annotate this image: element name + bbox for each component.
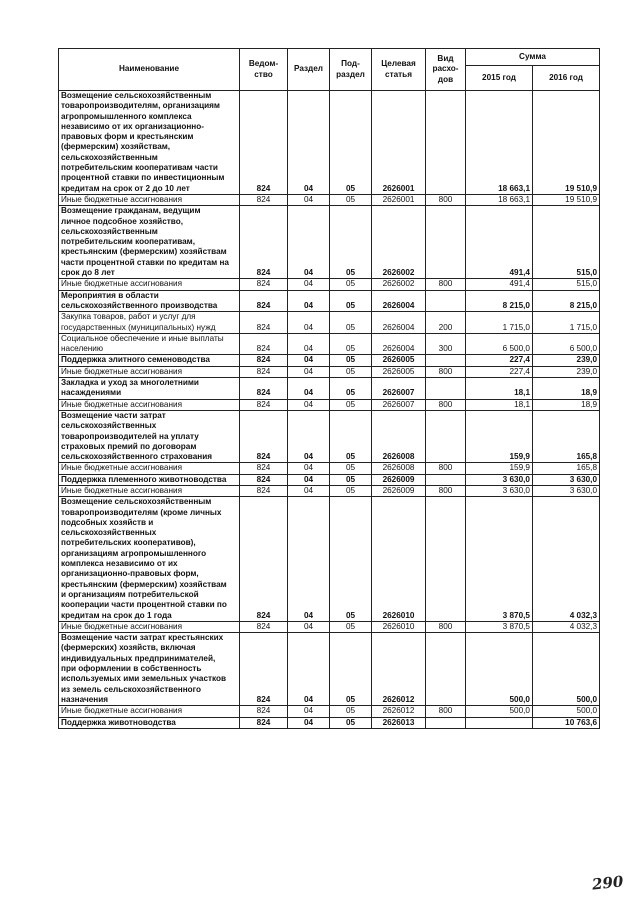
cell-name: Закупка товаров, работ и услуг для государственных (муниципальных) нужд [59, 312, 240, 334]
table-row [59, 290, 600, 312]
table-row [59, 91, 600, 195]
cell-razdel: 04 [288, 206, 330, 279]
cell-vid: 800 [426, 621, 466, 632]
cell-name: Поддержка животноводства [59, 717, 240, 728]
cell-celevaya: 2626008 [372, 463, 426, 474]
cell-razdel: 04 [288, 91, 330, 195]
cell-y2015: 3 630,0 [466, 485, 533, 496]
cell-podrazdel: 05 [330, 333, 372, 355]
cell-name: Возмещение части затрат сельскохозяйственных товаропроизводителей на уплату страховых премий по договорам сельскохозяйственного страхования [59, 410, 240, 462]
table-row [59, 366, 600, 377]
cell-y2016: 500,0 [533, 633, 600, 706]
cell-celevaya: 2626008 [372, 410, 426, 462]
cell-podrazdel: 05 [330, 485, 372, 496]
header-podrazdel: Под- раздел [330, 49, 372, 91]
cell-y2016: 239,0 [533, 355, 600, 366]
cell-razdel: 04 [288, 410, 330, 462]
cell-vid [426, 355, 466, 366]
cell-celevaya: 2626010 [372, 621, 426, 632]
table-row [59, 474, 600, 485]
cell-celevaya: 2626004 [372, 333, 426, 355]
cell-razdel: 04 [288, 497, 330, 622]
table-row [59, 485, 600, 496]
cell-name: Иные бюджетные ассигнования [59, 279, 240, 290]
cell-vid: 800 [426, 366, 466, 377]
cell-celevaya: 2626012 [372, 633, 426, 706]
header-year-2015: 2015 год [466, 66, 533, 91]
cell-vid [426, 206, 466, 279]
cell-razdel: 04 [288, 633, 330, 706]
table-row [59, 463, 600, 474]
cell-ved: 824 [240, 399, 288, 410]
cell-vid: 300 [426, 333, 466, 355]
cell-ved: 824 [240, 366, 288, 377]
cell-name: Иные бюджетные ассигнования [59, 706, 240, 717]
cell-vid [426, 290, 466, 312]
cell-name: Мероприятия в области сельскохозяйственного производства [59, 290, 240, 312]
cell-celevaya: 2626005 [372, 366, 426, 377]
cell-y2015: 159,9 [466, 410, 533, 462]
cell-podrazdel: 05 [330, 312, 372, 334]
cell-y2015: 8 215,0 [466, 290, 533, 312]
cell-podrazdel: 05 [330, 497, 372, 622]
header-vedomstvo: Ведом- ство [240, 49, 288, 91]
cell-podrazdel: 05 [330, 355, 372, 366]
cell-razdel: 04 [288, 485, 330, 496]
cell-ved: 824 [240, 621, 288, 632]
cell-razdel: 04 [288, 279, 330, 290]
cell-ved: 824 [240, 463, 288, 474]
header-name: Наименование [59, 49, 240, 91]
cell-name: Возмещение части затрат крестьянских (фермерских) хозяйств, включая индивидуальных предпринимателей, при оформлении в собственность используемых ими земельных участков из земель сельскохозяйственного назначения [59, 633, 240, 706]
cell-celevaya: 2626002 [372, 279, 426, 290]
cell-y2016: 18,9 [533, 378, 600, 400]
cell-y2016: 1 715,0 [533, 312, 600, 334]
table-row [59, 194, 600, 205]
cell-razdel: 04 [288, 474, 330, 485]
cell-razdel: 04 [288, 399, 330, 410]
cell-celevaya: 2626001 [372, 194, 426, 205]
cell-ved: 824 [240, 290, 288, 312]
cell-y2015: 159,9 [466, 463, 533, 474]
cell-y2016: 515,0 [533, 206, 600, 279]
cell-y2016: 4 032,3 [533, 621, 600, 632]
table-row [59, 312, 600, 334]
table-row [59, 206, 600, 279]
table-row [59, 410, 600, 462]
cell-celevaya: 2626004 [372, 312, 426, 334]
header-razdel: Раздел [288, 49, 330, 91]
cell-razdel: 04 [288, 333, 330, 355]
cell-ved: 824 [240, 497, 288, 622]
cell-razdel: 04 [288, 717, 330, 728]
cell-y2016: 19 510,9 [533, 91, 600, 195]
cell-ved: 824 [240, 312, 288, 334]
cell-y2015: 18 663,1 [466, 91, 533, 195]
cell-y2016: 500,0 [533, 706, 600, 717]
cell-razdel: 04 [288, 463, 330, 474]
cell-name: Поддержка племенного животноводства [59, 474, 240, 485]
cell-ved: 824 [240, 206, 288, 279]
cell-celevaya: 2626010 [372, 497, 426, 622]
cell-celevaya: 2626007 [372, 399, 426, 410]
cell-y2016: 165,8 [533, 463, 600, 474]
cell-podrazdel: 05 [330, 206, 372, 279]
cell-name: Социальное обеспечение и иные выплаты населению [59, 333, 240, 355]
cell-vid: 800 [426, 279, 466, 290]
cell-vid: 800 [426, 194, 466, 205]
cell-celevaya: 2626013 [372, 717, 426, 728]
cell-podrazdel: 05 [330, 194, 372, 205]
table-row [59, 706, 600, 717]
cell-ved: 824 [240, 474, 288, 485]
cell-y2015: 500,0 [466, 706, 533, 717]
cell-celevaya: 2626007 [372, 378, 426, 400]
page-number: 290 [591, 872, 625, 894]
cell-vid [426, 378, 466, 400]
cell-name: Иные бюджетные ассигнования [59, 366, 240, 377]
header-summa: Сумма [466, 49, 600, 66]
cell-y2016: 239,0 [533, 366, 600, 377]
cell-y2015: 6 500,0 [466, 333, 533, 355]
cell-ved: 824 [240, 355, 288, 366]
cell-y2015: 1 715,0 [466, 312, 533, 334]
cell-podrazdel: 05 [330, 399, 372, 410]
cell-celevaya: 2626009 [372, 485, 426, 496]
cell-vid: 800 [426, 706, 466, 717]
cell-celevaya: 2626001 [372, 91, 426, 195]
cell-podrazdel: 05 [330, 91, 372, 195]
cell-vid [426, 717, 466, 728]
table-row [59, 333, 600, 355]
cell-vid: 200 [426, 312, 466, 334]
cell-vid [426, 474, 466, 485]
budget-table [58, 48, 600, 729]
cell-vid [426, 91, 466, 195]
cell-podrazdel: 05 [330, 621, 372, 632]
cell-podrazdel: 05 [330, 279, 372, 290]
cell-razdel: 04 [288, 366, 330, 377]
cell-name: Возмещение гражданам, ведущим личное подсобное хозяйство, сельскохозяйственным потребительским кооперативам, крестьянским (фермерским) хозяйствам части процентной ставки по кредитам на срок до 8 лет [59, 206, 240, 279]
cell-y2015: 227,4 [466, 355, 533, 366]
table-row [59, 378, 600, 400]
cell-ved: 824 [240, 333, 288, 355]
cell-y2016: 10 763,6 [533, 717, 600, 728]
cell-ved: 824 [240, 410, 288, 462]
cell-name: Возмещение сельскохозяйственным товаропроизводителям, организациям агропромышленного комплекса независимо от их организационно- правовых форм и крестьянским (фермерским) хозяйствам, сельскохозяйственным потребительским кооперативам части процентной ставки по инвестиционным кредитам на срок от 2 до 10 лет [59, 91, 240, 195]
cell-podrazdel: 05 [330, 366, 372, 377]
cell-y2015: 491,4 [466, 279, 533, 290]
cell-vid [426, 410, 466, 462]
cell-razdel: 04 [288, 355, 330, 366]
cell-y2016: 6 500,0 [533, 333, 600, 355]
cell-ved: 824 [240, 485, 288, 496]
table-row [59, 633, 600, 706]
cell-name: Закладка и уход за многолетними насаждениями [59, 378, 240, 400]
table-header [59, 49, 600, 91]
cell-celevaya: 2626004 [372, 290, 426, 312]
cell-podrazdel: 05 [330, 290, 372, 312]
cell-y2015: 18,1 [466, 399, 533, 410]
cell-ved: 824 [240, 717, 288, 728]
cell-vid: 800 [426, 399, 466, 410]
cell-y2015: 3 630,0 [466, 474, 533, 485]
cell-y2015: 500,0 [466, 633, 533, 706]
cell-y2015: 3 870,5 [466, 621, 533, 632]
cell-name: Иные бюджетные ассигнования [59, 621, 240, 632]
cell-y2016: 515,0 [533, 279, 600, 290]
cell-podrazdel: 05 [330, 463, 372, 474]
table-row [59, 621, 600, 632]
cell-podrazdel: 05 [330, 410, 372, 462]
table-row [59, 717, 600, 728]
cell-celevaya: 2626012 [372, 706, 426, 717]
header-vid-rashodov: Вид расхо- дов [426, 49, 466, 91]
cell-razdel: 04 [288, 621, 330, 632]
cell-vid: 800 [426, 463, 466, 474]
cell-ved: 824 [240, 194, 288, 205]
table-row [59, 497, 600, 622]
cell-ved: 824 [240, 378, 288, 400]
cell-podrazdel: 05 [330, 474, 372, 485]
cell-podrazdel: 05 [330, 706, 372, 717]
cell-vid [426, 633, 466, 706]
cell-celevaya: 2626009 [372, 474, 426, 485]
cell-vid: 800 [426, 485, 466, 496]
header-celevaya-statya: Целевая статья [372, 49, 426, 91]
cell-y2015: 3 870,5 [466, 497, 533, 622]
cell-vid [426, 497, 466, 622]
header-year-2016: 2016 год [533, 66, 600, 91]
cell-razdel: 04 [288, 290, 330, 312]
cell-y2016: 4 032,3 [533, 497, 600, 622]
cell-y2016: 8 215,0 [533, 290, 600, 312]
cell-y2015: 18 663,1 [466, 194, 533, 205]
table-row [59, 399, 600, 410]
cell-razdel: 04 [288, 312, 330, 334]
cell-podrazdel: 05 [330, 378, 372, 400]
cell-ved: 824 [240, 633, 288, 706]
cell-razdel: 04 [288, 194, 330, 205]
cell-ved: 824 [240, 706, 288, 717]
cell-y2016: 19 510,9 [533, 194, 600, 205]
cell-name: Иные бюджетные ассигнования [59, 463, 240, 474]
table-row [59, 355, 600, 366]
cell-y2016: 18,9 [533, 399, 600, 410]
table-row [59, 279, 600, 290]
cell-y2015: 18,1 [466, 378, 533, 400]
cell-y2015: 491,4 [466, 206, 533, 279]
cell-name: Иные бюджетные ассигнования [59, 485, 240, 496]
table-body [59, 91, 600, 729]
cell-name: Поддержка элитного семеноводства [59, 355, 240, 366]
cell-celevaya: 2626002 [372, 206, 426, 279]
cell-ved: 824 [240, 279, 288, 290]
cell-y2015 [466, 717, 533, 728]
cell-y2016: 3 630,0 [533, 485, 600, 496]
cell-razdel: 04 [288, 706, 330, 717]
cell-razdel: 04 [288, 378, 330, 400]
cell-ved: 824 [240, 91, 288, 195]
cell-podrazdel: 05 [330, 717, 372, 728]
cell-y2015: 227,4 [466, 366, 533, 377]
cell-y2016: 165,8 [533, 410, 600, 462]
cell-name: Иные бюджетные ассигнования [59, 399, 240, 410]
cell-y2016: 3 630,0 [533, 474, 600, 485]
cell-celevaya: 2626005 [372, 355, 426, 366]
cell-name: Иные бюджетные ассигнования [59, 194, 240, 205]
cell-podrazdel: 05 [330, 633, 372, 706]
cell-name: Возмещение сельскохозяйственным товаропроизводителям (кроме личных подсобных хозяйств и сельскохозяйственных потребительских кооперативов), организациям агропромышленного комплекса независимо от их организационно-правовых форм, крестьянским (фермерским) хозяйствам и организациям потребительской кооперации части процентной ставки по кредитам на срок до 1 года [59, 497, 240, 622]
